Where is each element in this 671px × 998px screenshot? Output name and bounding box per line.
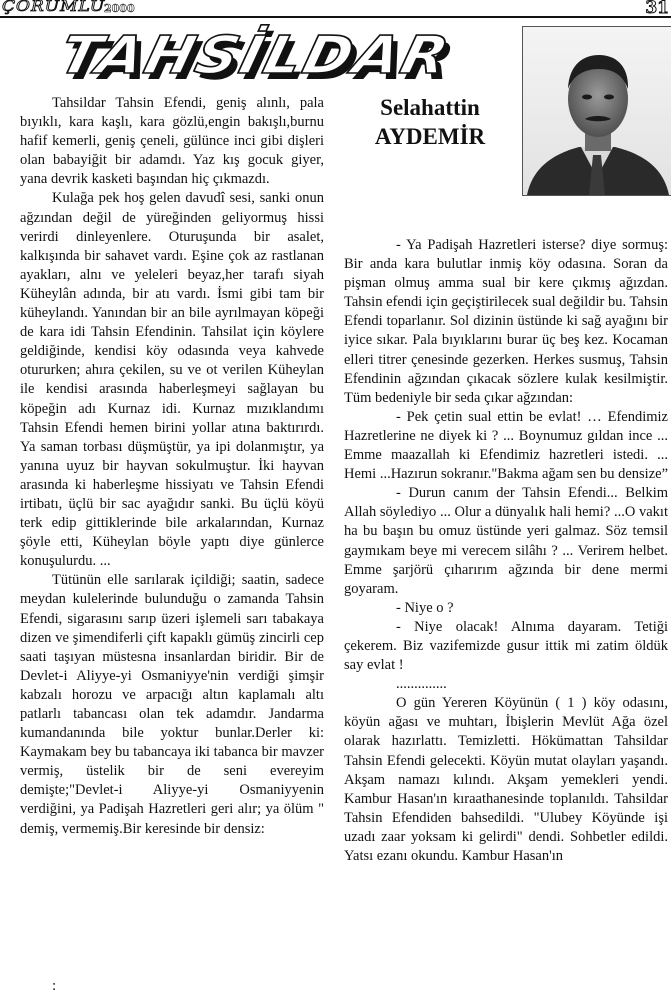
paragraph: - Durun canım der Tahsin Efendi... Belkim Allah söylediyo ... Olur a dünyalık hali hemi? ...O vakıt ha bu başın bu omuz üstünde yeri galmaz. Söz temsil gaymıkam beye mi verecem silâhı ? ... Verirem helbet. Emme şarjörü çıharırım ağzında bir dene mermi goyaram. <box>344 485 668 597</box>
paragraph: Kulağa pek hoş gelen davudî sesi, sanki onun ağzından değil de yüreğinden geliyormuş hissi verirdi dinleyenlere. Oturuşunda bir asalet, kalkışında bir sahavet vardı. Eşine çok az rastlanan ayakları, alnı ve yeleleri beyaz,her tarafı siyah Küheylân adında, bir atı vardı. İsmi gibi tam bir küheylandı. Yanından bir an bile ayrılmayan köpeği de kara idi Tahsin Efendinin. Tahsilat için köylere geldiğinde, kendisi köy odasında veya kahvede otururken; ahıra çekilen, su ve ot verilen Küheylan ile kendisi arasında haberleşmeyi sağlayan bu köpeğin adı Kurnaz idi. Kurnaz mızıklandımı Tahsin Efendi hemen birini yollar atına baktırırdı. Ya saman torbası düşmüştür, ya ipi dolanmıştır, ya yanına uyuz bir hayvan sokulmuştur. İki hayvan arasında ki haberleşme hissiyatı ve Tahsin Efendi irtibatı, üçlü bir sac ayağıdır sanki. Bu üçlü köyü terk edip gittiklerinde bile arkalarından, Kurnaz şöyle etti, Küheylan böyle yaptı diye günlerce konuşulurdu. ... <box>20 190 324 570</box>
paragraph: - Niye o ? <box>396 599 454 616</box>
author-portrait-image <box>523 27 671 195</box>
paragraph: - Ya Padişah Hazretleri isterse? diye sormuş: Bir anda kara bulutlar inmiş köy odasına. Soran da pişman olmuş amma sual bir kere çıkmış ağızdan. Tahsin efendi için geçiştirilecek sual değildir bu. Tahsin Efendi toparlanır. Sol dizinin üstünde ki sağ ayağını bir iyice sıkar. Pala bıyıklarını burar üç beş kez. Kocaman elleri titrer çenesinde gezerken. Herkes susmuş, Tahsin Efendinin ağzından çıkacak sözlere kulak kesilmiştir. Tüm bedeniyle bir seda çıkar ağzından: <box>344 237 668 406</box>
paragraph: Tütünün elle sarılarak içildiği; saatin, sadece meydan kulelerinde bulunduğu o zamanda Tahsin Efendi, sigarasını sarıp üzeri işlemeli sarı tabakaya dizen ve şimendiferli çift kapaklı gümüş zincirli cep saati taşıyan müstesna insanlardan biridir. Bir de Devlet-i Aliyye-yi Osmaniyye'nin verdiği şimşir kabzalı horozu ve arpacığı altın kaplamalı altı patlarlı tabancası olan tek adamdır. Jandarma kumandanında bile yoktur bunlar.Derler ki: Kaymakam bey bu tabancaya iki tabanca bir mavzer vermiş, üstelik bir de seni evereyim demişte;"Devlet-i Aliyye-yi Osmaniyyenin verdiğini, ya Padişah Hazretleri geri alır; ya ölüm " demiş, vermemiş.Bir keresinde bir densiz: <box>20 572 324 837</box>
magazine-name: ÇORUMLU <box>2 0 106 15</box>
continuation-mark: : <box>52 978 57 994</box>
page-header <box>0 0 671 20</box>
magazine-year: 2000 <box>104 2 135 15</box>
paragraph: Tahsildar Tahsin Efendi, geniş alınlı, pala bıyıklı, kara kaşlı, kara gözlü,engin bakışlı,burnu hafif kemerli, geniş çeneli, gülünce inci gibi dişleri olan babayiğit bir adamdı. Yaz kış gocuk giyer, yana devrik kasketi başından hiç çıkmazdı. <box>20 95 324 188</box>
paragraph: .............. <box>396 676 447 693</box>
left-column <box>20 94 324 839</box>
paragraph: - Pek çetin sual ettin be evlat! … Efendimiz Hazretlerine ne diyek ki ? ... Boynumuz gıldan ince ... Emme maazallah ki Efendimiz hazretleri istedi. ... Hemi ...Hazırun sokranır."Bakma ağam sen bu densize” <box>344 408 669 483</box>
author-photo <box>522 26 671 196</box>
page-number: 31 <box>645 0 669 18</box>
author-byline <box>348 93 512 151</box>
author-last-name: AYDEMİR <box>374 124 486 149</box>
article-title: TAHSİLDAR <box>53 26 457 86</box>
paragraph: - Niye olacak! Alnıma dayaram. Tetiği çekerem. Biz vazifemizde gusur ittik mi zatim öldük say evlat ! <box>344 618 668 674</box>
paragraph: O gün Yereren Köyünün ( 1 ) köy odasını, köyün ağası ve muhtarı, İbişlerin Mevlüt Ağa özel olarak hazırlattı. Temizletti. Hökümattan Tahsildar Tahsin Efendi gelecekti. Köyün mutat olayları yaşandı. Akşam namazı kılındı. Akşam yemekleri yendi. Kambur Hasan'ın kıraathanesinde toplanıldı. Tahsildar Tahsin Efendiden bahsedildi. "Ulubey Köyünde işi uzadı zaar yoksam ki gelirdi" dendi. Sohbetler edildi. Yatsı ezanı okundu. Kambur Hasan'ın <box>344 695 668 864</box>
right-column <box>344 236 668 866</box>
header-rule <box>0 16 671 18</box>
author-first-name: Selahattin <box>380 95 480 120</box>
